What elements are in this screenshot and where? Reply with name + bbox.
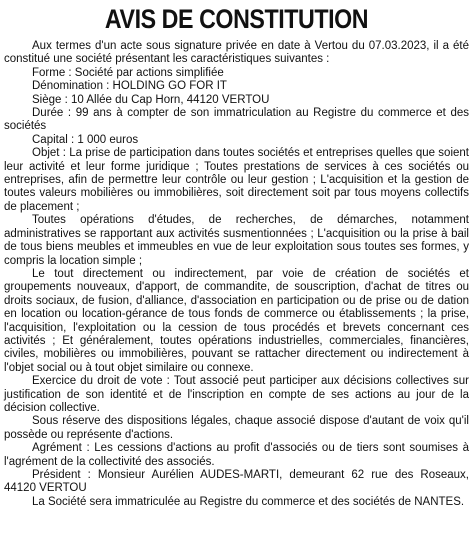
notice-title: AVIS DE CONSTITUTION [104,4,369,34]
approval-paragraph: Agrément : Les cessions d'actions au profit d'associés ou de tiers sont soumises à l'agrément de la collectivité des associés. [4,442,469,468]
votes-paragraph: Sous réserve des dispositions légales, chaque associé dispose d'autant de voix qu'il possède ou représente d'actions. [4,415,469,441]
registered-office-line: Siège : 10 Allée du Cap Horn, 44120 VERTOU [32,93,270,106]
duration-paragraph: Durée : 99 ans à compter de son immatriculation au Registre du commerce et des sociétés [4,107,469,133]
form-line: Forme : Société par actions simplifiée [32,66,224,79]
intro-paragraph: Aux termes d'un acte sous signature privée en date à Vertou du 07.03.2023, il a été constitué une société présentant les caractéristiques suivantes : [4,40,469,66]
capital-line: Capital : 1 000 euros [32,133,139,146]
general-operations-paragraph: Le tout directement ou indirectement, par voie de création de sociétés et groupements nouveaux, d'apport, de commandite, de souscription, d'achat de titres ou droits sociaux, de fusion, d'alliance, d'association en participation ou de prise ou de dation en location ou location-gérance de tous fonds de commerce ou établissements ; la prise, l'acquisition, l'exploitation ou la cession de tous procédés et brevets concernant ces activités ; Et généralement, toutes opérations industrielles, commerciales, financières, civiles, mobilières ou immobilières, pouvant se rattacher directement ou indirectement à l'objet social ou à tout objet similaire ou connexe. [4,267,469,374]
registration-paragraph: La Société sera immatriculée au Registre du commerce et des sociétés de NANTES. [32,495,465,508]
voting-rights-paragraph: Exercice du droit de vote : Tout associé peut participer aux décisions collectives sur justification de son identité et de l'inscription en compte de ses actions au jour de la décision collective. [4,375,469,414]
operations-paragraph: Toutes opérations d'études, de recherches, de démarches, notamment administratives se rapportant aux activités susmentionnées ; L'acquisition ou la prise à bail de tous biens meubles et immeubles en vue de leur exploitation sous toutes ses formes, y compris la location simple ; [4,214,469,267]
president-paragraph: Président : Monsieur Aurélien AUDES-MARTI, demeurant 62 rue des Roseaux, 44120 VERTOU [4,469,469,495]
purpose-paragraph: Objet : La prise de participation dans toutes sociétés et entreprises quelles que soient leur activité et leur forme juridique ; Toutes prestations de services à ces sociétés ou entreprises, afin de permettre leur contrôle ou leur gestion ; L'acquisition et la gestion de toutes valeurs mobilières ou immobilières, soit directement soit par tous moyens collectifs de placement ; [4,147,469,213]
legal-notice [4,0,469,509]
notice-body [4,40,469,509]
denomination-line: Dénomination : HOLDING GO FOR IT [32,80,227,93]
